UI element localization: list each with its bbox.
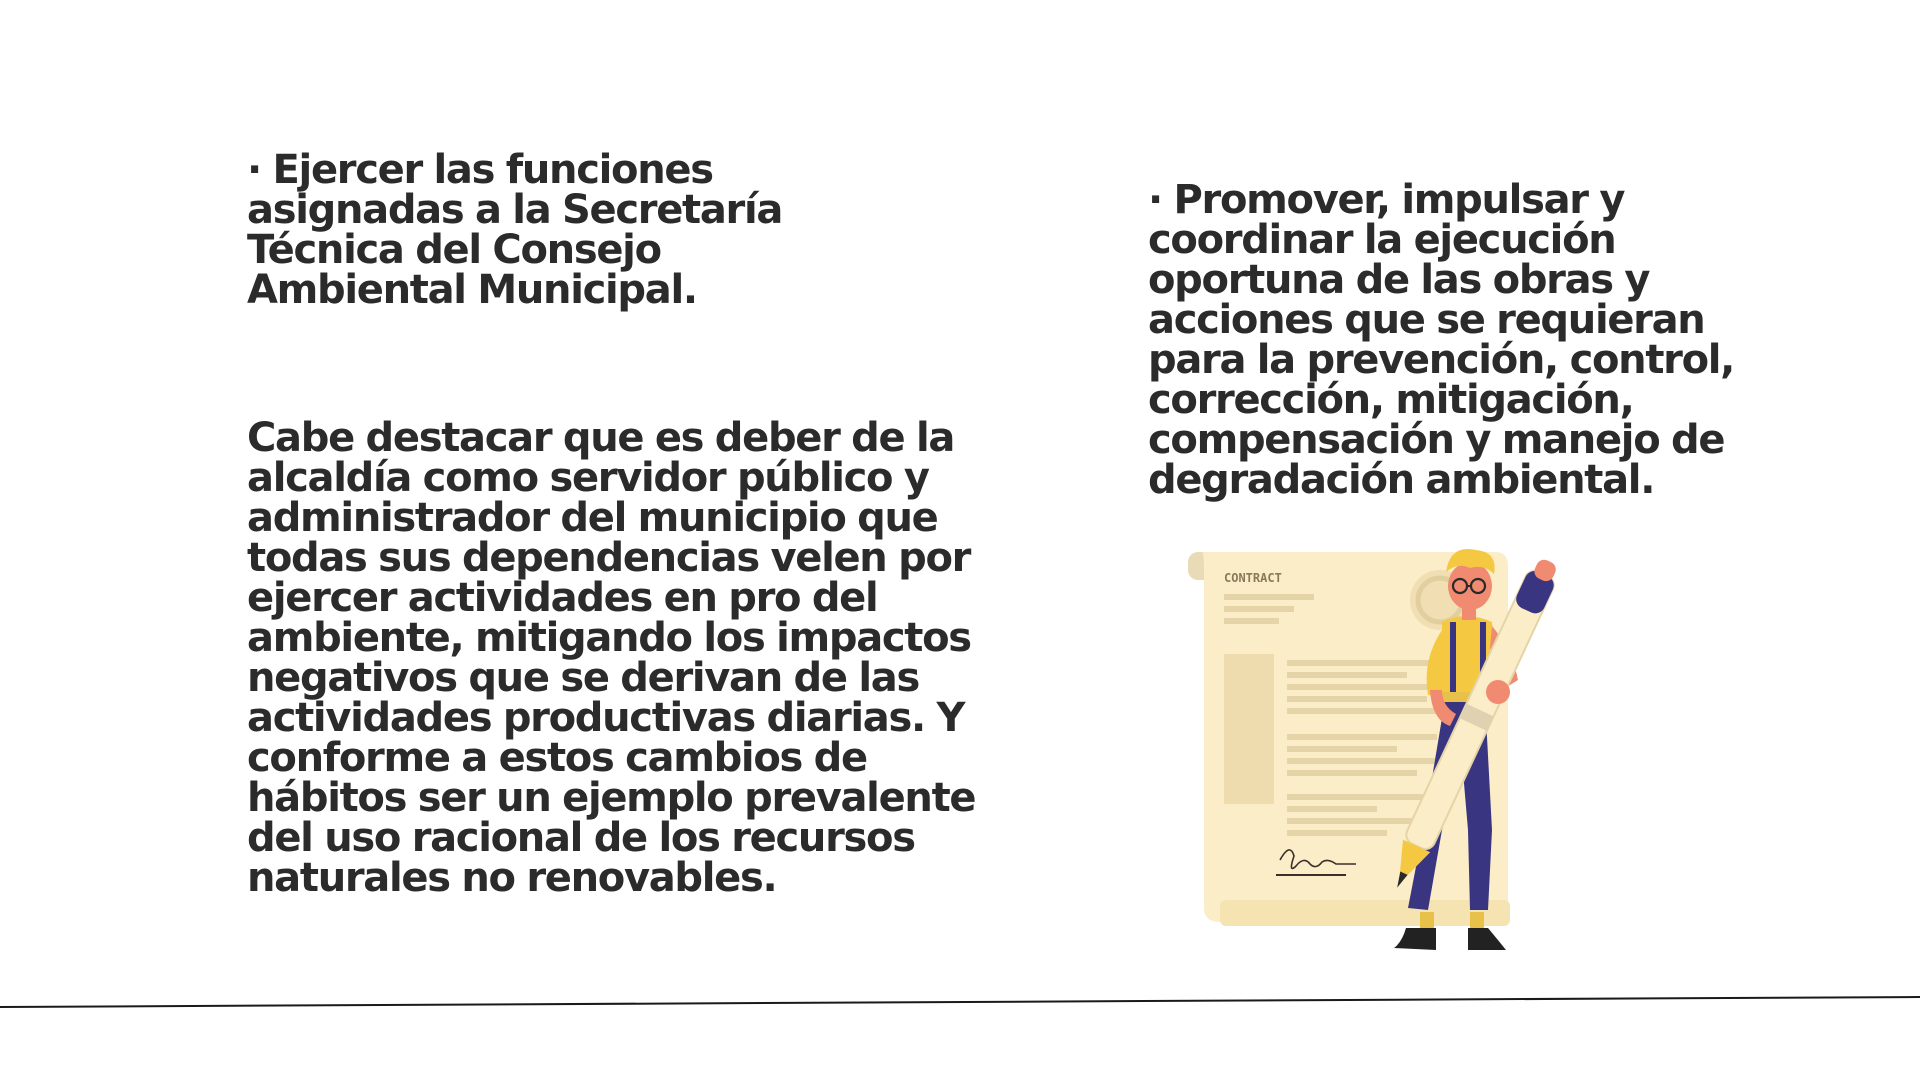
bullet-text-promover-obras: · Promover, impulsar y coordinar la ejecución oportuna de las obras y acciones que se requieran para la prevención, control, corrección, mitigación, compensación y manejo de degradación ambiental. [1148, 177, 1735, 503]
contract-illustration [1180, 530, 1620, 970]
contract-label: CONTRACT [1224, 571, 1282, 585]
divider-line [0, 990, 1920, 1010]
bullet-text-secretaria-tecnica: · Ejercer las funciones asignadas a la Secretaría Técnica del Consejo Ambiental Municipal. [247, 147, 783, 313]
paragraph-alcaldia-deber: Cabe destacar que es deber de la alcaldía como servidor público y administrador del municipio que todas sus dependencias velen por ejercer actividades en pro del ambiente, mitigando los impactos negativos que se derivan de las actividades productivas diarias. Y conforme a estos cambios de hábitos ser un ejemplo prevalente del uso racional de los recursos naturales no renovables. [247, 415, 976, 901]
